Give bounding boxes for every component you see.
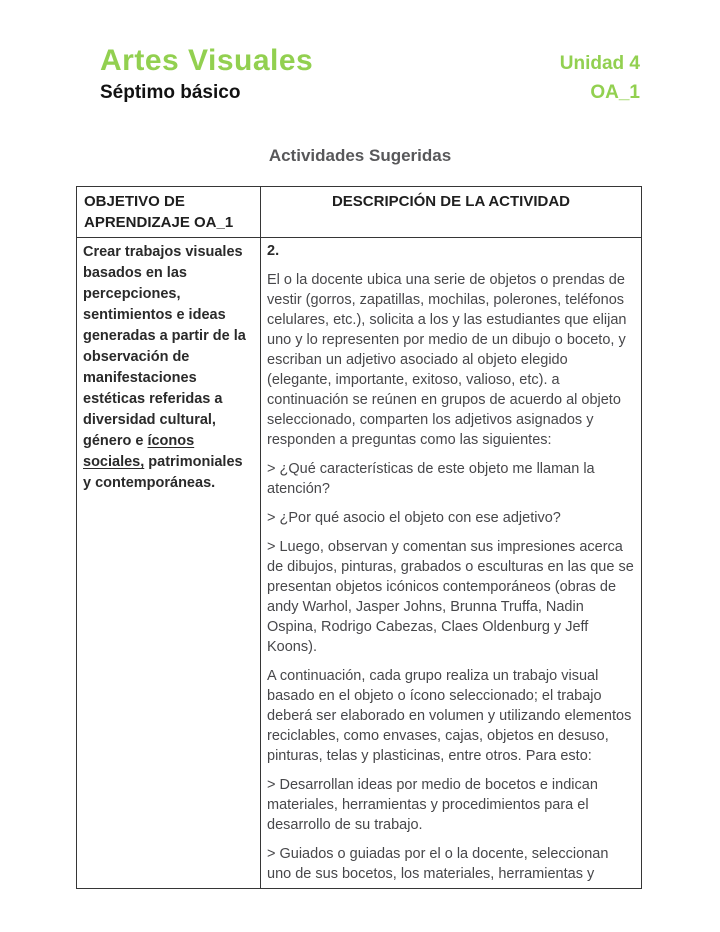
table-body-row [77, 238, 642, 889]
activity-paragraph: > Luego, observan y comentan sus impresiones acerca de dibujos, pinturas, grabados o esculturas en las que se presentan objetos icónicos contemporáneos (obras de andy Warhol, Jasper Johns, Brunna Truffa, Nadin Ospina, Rodrigo Cabezas, Claes Oldenburg y Jeff Koons). [267, 539, 634, 655]
document-header [100, 44, 640, 107]
activity-number: 2. [267, 243, 280, 259]
activity-paragraph: > Desarrollan ideas por medio de bocetos e indican materiales, herramientas y procedimientos para el desarrollo de su trabajo. [267, 777, 598, 833]
objective-cell [77, 238, 261, 889]
column-header-objective: OBJETIVO DE APRENDIZAJE OA_1 [77, 187, 261, 238]
activity-table [76, 186, 642, 889]
activity-paragraph: > ¿Por qué asocio el objeto con ese adjetivo? [267, 510, 561, 526]
table-header-row [77, 187, 642, 238]
activity-paragraph: El o la docente ubica una serie de objetos o prendas de vestir (gorros, zapatillas, mochilas, polerones, teléfonos celulares, etc.), solicita a los y las estudiantes que elijan uno y lo representen por medio de un dibujo o boceto, y escriban un adjetivo asociado al objeto elegido (elegante, importante, exitoso, valioso, etc). a continuación se reúnen en grupos de acuerdo al objeto seleccionado, comparten los adjetivos asignados y responden a preguntas como las siguientes: [267, 272, 627, 448]
objective-text-after: patrimoniales y contemporáneas. [83, 454, 243, 491]
activity-cell [261, 238, 642, 889]
activity-paragraph: A continuación, cada grupo realiza un trabajo visual basado en el objeto o ícono seleccionado; el trabajo deberá ser elaborado en volumen y utilizando elementos reciclables, como envases, cajas, objetos en desuso, pinturas, telas y plasticinas, entre otros. Para esto: [267, 668, 632, 764]
page-title: Artes Visuales [100, 44, 314, 77]
objective-text-before: Crear trabajos visuales basados en las percepciones, sentimientos e ideas generadas a partir de la observación de manifestaciones estéticas referidas a diversidad cultural, género e [83, 244, 246, 449]
objective-text-underlined: íconos sociales, [83, 433, 195, 470]
unit-label: Unidad 4 [559, 53, 640, 74]
oa-label: OA_1 [590, 82, 640, 103]
document-header-right [560, 44, 640, 107]
document-header-left [100, 44, 313, 105]
section-title: Actividades Sugeridas [268, 146, 452, 165]
page-subtitle: Séptimo básico [100, 82, 241, 103]
activity-paragraph: > Guiados o guiadas por el o la docente, seleccionan uno de sus bocetos, los materiales, herramientas y [267, 846, 609, 882]
activity-paragraph: > ¿Qué características de este objeto me llaman la atención? [267, 461, 595, 497]
column-header-description: DESCRIPCIÓN DE LA ACTIVIDAD [261, 187, 642, 238]
